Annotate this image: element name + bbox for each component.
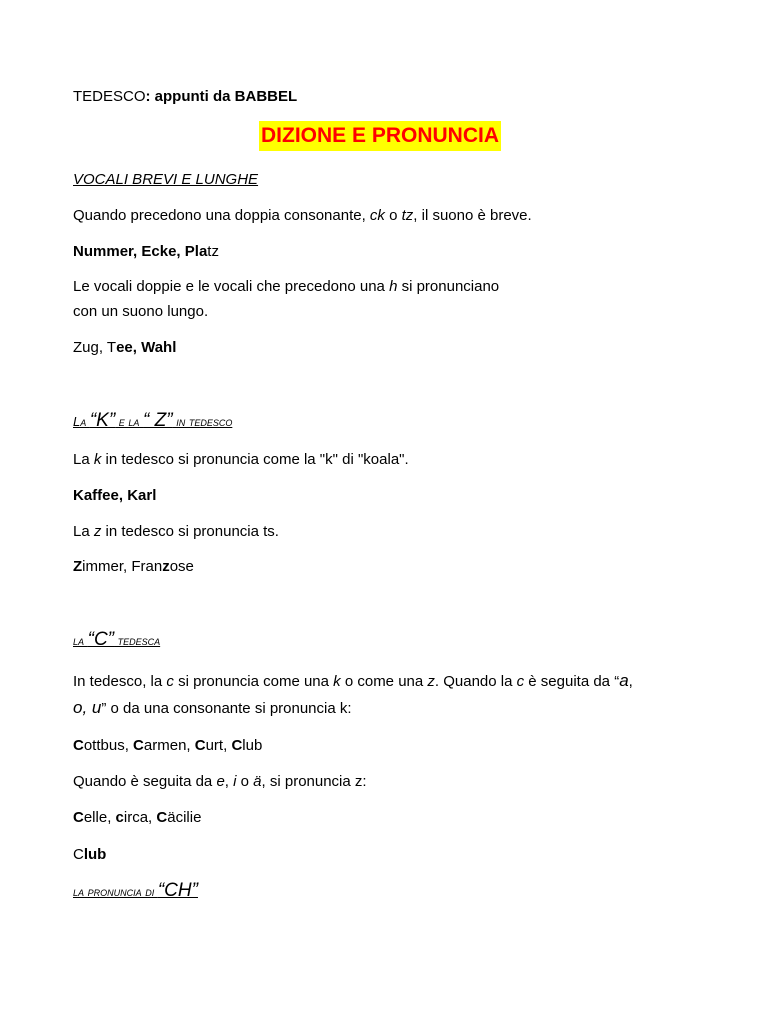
paragraph-vocali-lunghe-line2: con un suono lungo. [73, 303, 209, 320]
paragraph-vocali-brevi: Quando precedono una doppia consonante, ck o tz, il suono è breve. [73, 207, 532, 224]
section-heading-ch: la pronuncia di “CH” [73, 880, 198, 901]
example-club: Club [73, 846, 107, 863]
paragraph-c-z: Quando è seguita da e, i o ä, si pronuncia z: [73, 773, 367, 790]
examples-vocali-brevi: Nummer, Ecke, Platz [73, 243, 219, 260]
header-source: : appunti da BABBEL [145, 88, 298, 105]
paragraph-z: La z in tedesco si pronuncia ts. [73, 523, 279, 540]
page-title: DIZIONE E PRONUNCIA [259, 121, 501, 151]
examples-z: Zimmer, Franzose [73, 558, 194, 575]
examples-c-z: Celle, circa, Cäcilie [73, 809, 202, 826]
section-heading-c: la “C” tedesca [73, 629, 161, 650]
examples-vocali-lunghe: Zug, Tee, Wahl [73, 339, 177, 356]
section-heading-k-z: La “K” e la “ Z” in tedesco [73, 410, 233, 431]
paragraph-vocali-lunghe-line1: Le vocali doppie e le vocali che precedono una h si pronunciano [73, 278, 500, 295]
paragraph-k: La k in tedesco si pronuncia come la "k" di "koala". [73, 451, 409, 468]
examples-k: Kaffee, Karl [73, 487, 157, 504]
paragraph-c-line1: In tedesco, la c si pronuncia come una k o come una z. Quando la c è seguita da “a, [73, 671, 633, 690]
examples-c-k: Cottbus, Carmen, Curt, Club [73, 737, 263, 754]
document-header [73, 88, 297, 106]
section-heading-vocali: VOCALI BREVI E LUNGHE [73, 171, 259, 188]
header-language: TEDESCO [73, 88, 146, 105]
paragraph-c-line2: o, u” o da una consonante si pronuncia k: [73, 698, 352, 717]
